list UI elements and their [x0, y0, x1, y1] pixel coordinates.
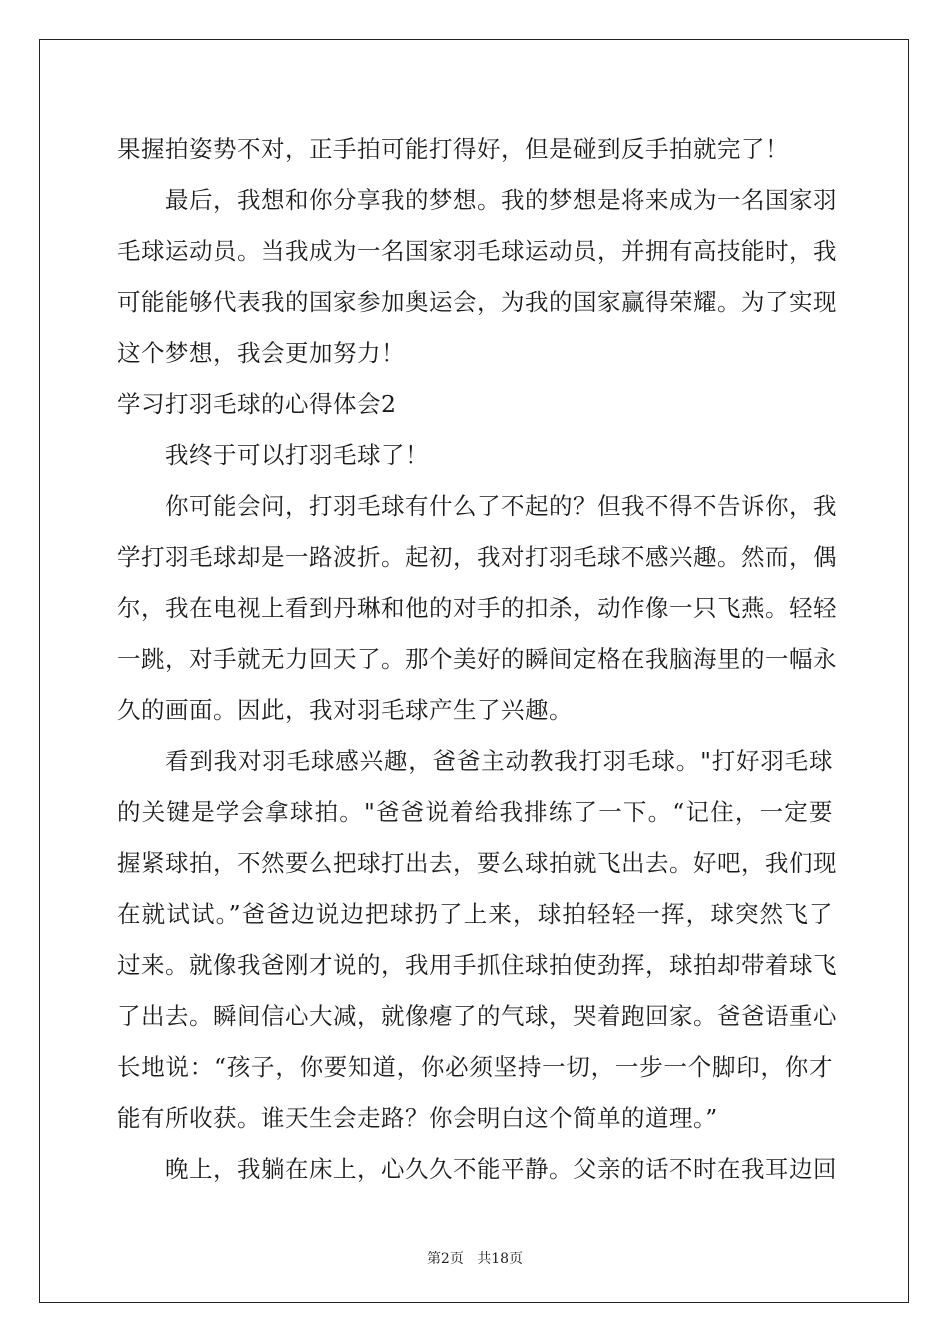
text-line: 果握拍姿势不对，正手拍可能打得好，但是碰到反手拍就完了！: [117, 135, 789, 163]
text-line: 能有所收获。谁天生会走路？你会明白这个简单的道理。”: [117, 1104, 718, 1132]
text-line: 晚上，我躺在床上，心久久不能平静。父亲的话不时在我耳边回: [165, 1155, 837, 1183]
text-line: 在就试试。”爸爸边说边把球扔了上来，球拍轻轻一挥，球突然飞了: [117, 900, 833, 928]
text-line: 长地说：“孩子，你要知道，你必须坚持一切，一步一个脚印，你才: [117, 1053, 833, 1081]
text-line: 了出去。瞬间信心大减，就像瘪了的气球，哭着跑回家。爸爸语重心: [117, 1002, 837, 1030]
document-body: [117, 124, 837, 1195]
text-line: 我终于可以打羽毛球了！: [165, 441, 429, 469]
text-line: 一跳，对手就无力回天了。那个美好的瞬间定格在我脑海里的一幅永: [117, 645, 837, 673]
text-line: 这个梦想，我会更加努力！: [117, 339, 405, 367]
page-total: 共18页: [477, 1251, 524, 1267]
text-line: 握紧球拍，不然要么把球打出去，要么球拍就飞出去。好吧，我们现: [117, 849, 837, 877]
text-line: 久的画面。因此，我对羽毛球产生了兴趣。: [117, 696, 573, 724]
text-line: 看到我对羽毛球感兴趣，爸爸主动教我打羽毛球。"打好羽毛球: [165, 747, 833, 775]
text-line: 尔，我在电视上看到丹琳和他的对手的扣杀，动作像一只飞燕。轻轻: [117, 594, 837, 622]
page-footer: [0, 1248, 950, 1268]
text-line: 的关键是学会拿球拍。"爸爸说着给我排练了一下。“记住，一定要: [117, 798, 833, 826]
text-line: 你可能会问，打羽毛球有什么了不起的？但我不得不告诉你，我: [165, 492, 837, 520]
page-number: 第2页: [426, 1251, 464, 1267]
text-line: 学打羽毛球却是一路波折。起初，我对打羽毛球不感兴趣。然而，偶: [117, 543, 837, 571]
text-line: 毛球运动员。当我成为一名国家羽毛球运动员，并拥有高技能时，我: [117, 237, 837, 265]
text-line: 可能能够代表我的国家参加奥运会，为我的国家赢得荣耀。为了实现: [117, 288, 837, 316]
section-heading: 学习打羽毛球的心得体会2: [117, 390, 397, 418]
text-line: 最后，我想和你分享我的梦想。我的梦想是将来成为一名国家羽: [165, 186, 837, 214]
text-line: 过来。就像我爸刚才说的，我用手抓住球拍使劲挥，球拍却带着球飞: [117, 951, 837, 979]
